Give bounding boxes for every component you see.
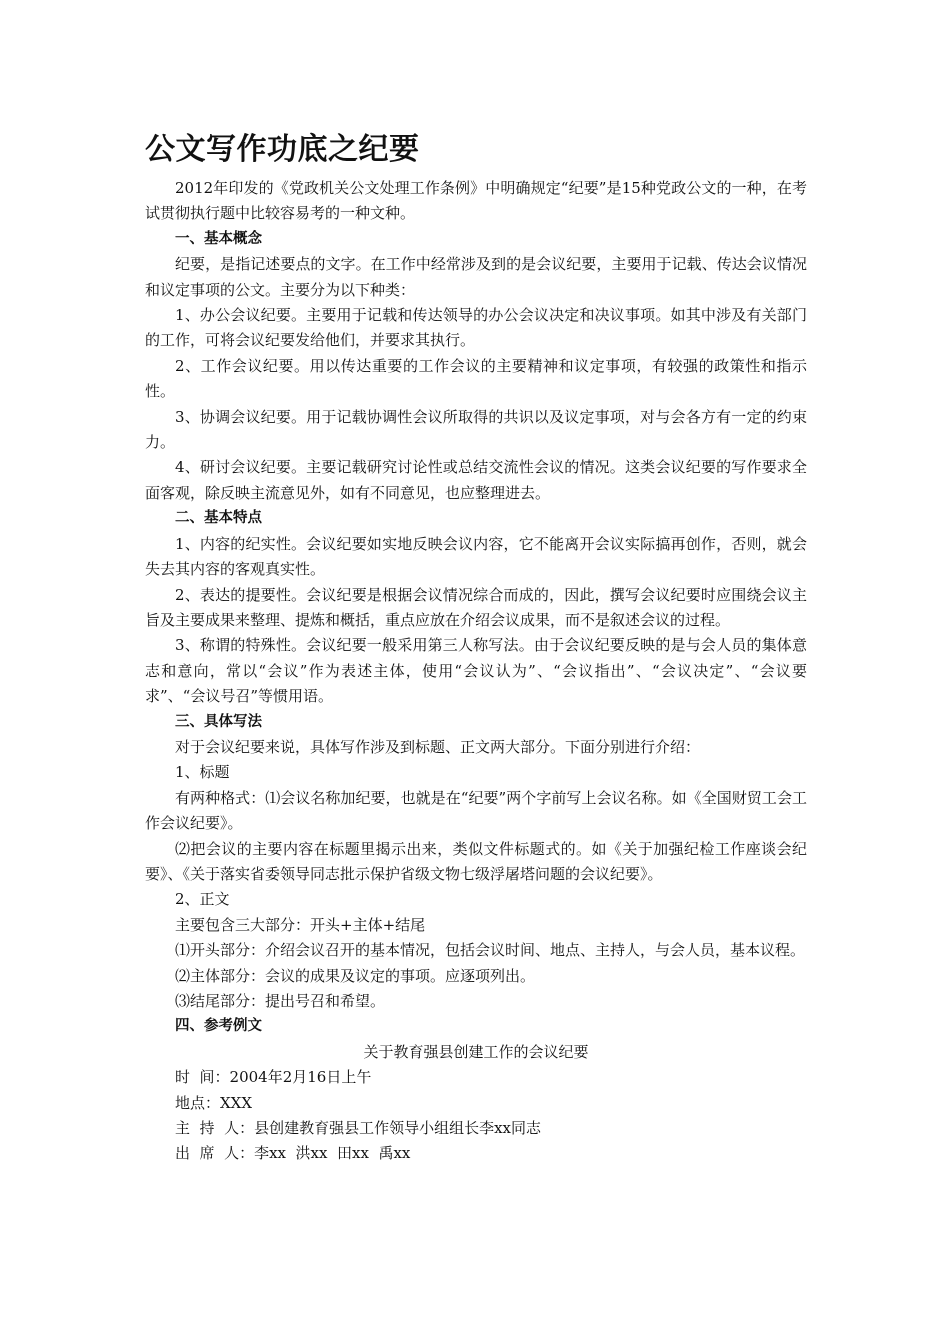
example-time: 时 间：2004年2月16日上午 [175,1068,372,1087]
paragraph: ⑴开头部分：介绍会议召开的基本情况，包括会议时间、地点、主持人，与会人员，基本议程。 [175,941,806,960]
paragraph: 纪要，是指记述要点的文字。在工作中经常涉及到的是会议纪要，主要用于记载、传达会议情况和议定事项的公文。主要分为以下种类： [145,255,807,299]
paragraph: 1、办公会议纪要。主要用于记载和传达领导的办公会议决定和决议事项。如其中涉及有关部门的工作，可将会议纪要发给他们，并要求其执行。 [145,306,807,350]
paragraph: 3、称谓的特殊性。会议纪要一般采用第三人称写法。由于会议纪要反映的是与会人员的集体意志和意向，常以“会议”作为表述主体，使用“会议认为”、“会议指出”、“会议决定”、“会议要求”、“会议号召”等惯用语。 [145,636,807,706]
paragraph: ⑵主体部分：会议的成果及议定的事项。应逐项列出。 [175,966,536,985]
paragraph: 4、研讨会议纪要。主要记载研究讨论性或总结交流性会议的情况。这类会议纪要的写作要求全面客观，除反映主流意见外，如有不同意见，也应整理进去。 [145,458,807,502]
paragraph: 3、协调会议纪要。用于记载协调性会议所取得的共识以及议定事项，对与会各方有一定的约束力。 [145,407,807,452]
paragraph: ⑵把会议的主要内容在标题里揭示出来，类似文件标题式的。如《关于加强纪检工作座谈会纪要》、《关于落实省委领导同志批示保护省级文物七级浮屠塔问题的会议纪要》。 [145,839,807,883]
example-title: 关于教育强县创建工作的会议纪要 [363,1042,589,1061]
paragraph: 1、内容的纪实性。会议纪要如实地反映会议内容，它不能离开会议实际搞再创作，否则，就会失去其内容的客观真实性。 [145,534,807,579]
paragraph: 对于会议纪要来说，具体写作涉及到标题、正文两大部分。下面分别进行介绍： [175,737,701,756]
paragraph: 1、标题 [175,763,230,782]
paragraph: 2、正文 [175,890,230,909]
intro-paragraph: 2012年印发的《党政机关公文处理工作条例》中明确规定“纪要”是15种党政公文的一种，在考试贯彻执行题中比较容易考的一种文种。 [145,179,807,223]
section-heading-reference-example: 四、参考例文 [175,1018,262,1035]
document-body [145,128,807,1167]
paragraph: ⑶结尾部分：提出号召和希望。 [175,992,386,1010]
paragraph: 2、工作会议纪要。用以传达重要的工作会议的主要精神和议定事项，有较强的政策性和指示性。 [145,356,807,401]
example-host: 主 持 人：县创建教育强县工作领导小组组长李xx同志 [175,1119,541,1138]
paragraph: 2、表达的提要性。会议纪要是根据会议情况综合而成的，因此，撰写会议纪要时应围绕会议主旨及主要成果来整理、提炼和概括，重点应放在介绍会议成果，而不是叙述会议的过程。 [145,585,807,629]
section-heading-basic-features: 二、基本特点 [175,510,262,527]
document-title: 公文写作功底之纪要 [145,132,420,167]
example-place: 地点：XXX [175,1093,253,1112]
paragraph: 主要包含三大部分：开头+主体+结尾 [175,915,426,934]
section-heading-basic-concept: 一、基本概念 [175,230,262,247]
section-heading-writing-method: 三、具体写法 [175,713,262,730]
example-attendees: 出 席 人：李xx 洪xx 田xx 禹xx [175,1144,411,1163]
paragraph: 有两种格式：⑴会议名称加纪要，也就是在“纪要”两个字前写上会议名称。如《全国财贸工会工作会议纪要》。 [145,788,807,833]
